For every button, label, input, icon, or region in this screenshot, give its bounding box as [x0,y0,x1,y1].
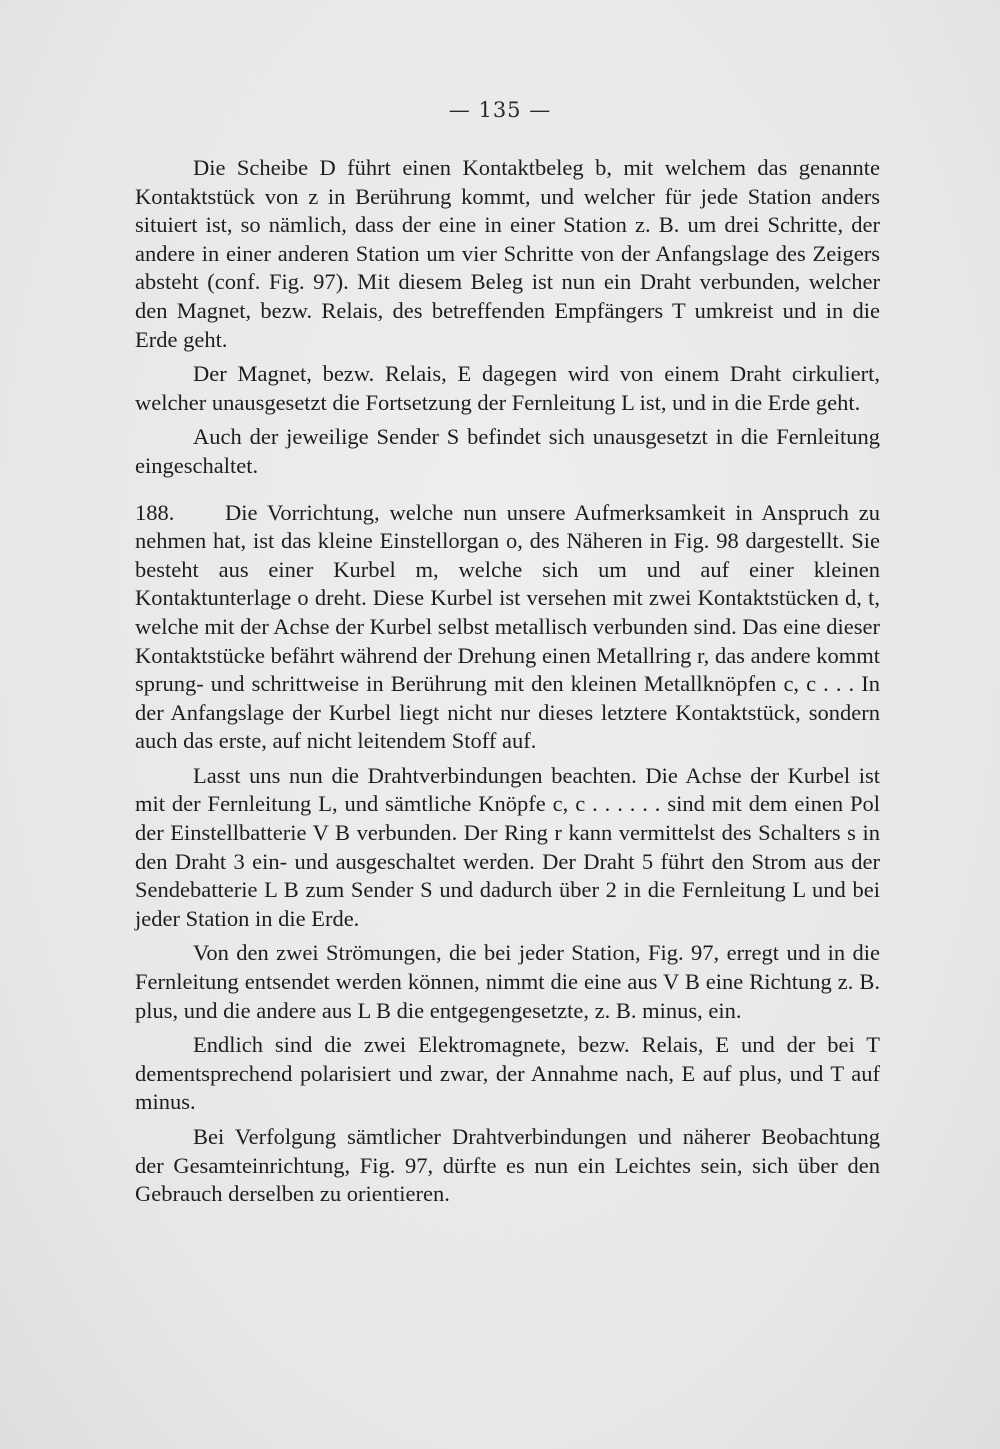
paragraph-8: Bei Verfolgung sämtlicher Drahtverbindungen und näherer Beobachtung der Gesamteinrichtung, Fig. 97, dürfte es nun ein Leichtes sein, sich über den Gebrauch derselben zu orientieren. [135,1124,880,1207]
paragraph-7: Endlich sind die zwei Elektromagnete, bezw. Relais, E und der bei T dementsprechend polarisiert und zwar, der Annahme nach, E auf plus, und T auf minus. [135,1032,880,1115]
page-number: — 135 — [448,98,552,122]
section-paragraph-188 [135,499,880,756]
section-number: 188. [135,499,175,525]
paragraph-1: Die Scheibe D führt einen Kontaktbeleg b, mit welchem das genannte Kontaktstück von z in Berührung kommt, und welcher für jede Station anders situiert ist, so nämlich, dass der eine in einer Station z. B. um drei Schritte, der andere in einer anderen Station um vier Schritte von der Anfangslage des Zeigers absteht (conf. Fig. 97). Mit diesem Beleg ist nun ein Draht verbunden, welcher den Magnet, bezw. Relais, des betreffenden Empfängers T umkreist und in die Erde geht. [135,155,880,352]
body-text [135,154,880,1215]
paragraph-5: Lasst uns nun die Drahtverbindungen beachten. Die Achse der Kurbel ist mit der Fernleitung L, und sämtliche Knöpfe c, c . . . . . . sind mit dem einen Pol der Einstellbatterie V B verbunden. Der Ring r kann vermittelst des Schalters s in den Draht 3 ein- und ausgeschaltet werden. Der Draht 5 führt den Strom aus der Sendebatterie L B zum Sender S und dadurch über 2 in die Fernleitung L und bei jeder Station in die Erde. [135,762,880,931]
paragraph-6: Von den zwei Strömungen, die bei jeder Station, Fig. 97, erregt und in die Fernleitung entsendet werden können, nimmt die eine aus V B eine Richtung z. B. plus, und die andere aus L B die entgegengesetzte, z. B. minus, ein. [135,940,880,1023]
paragraph-3: Auch der jeweilige Sender S befindet sich unausgesetzt in die Fernleitung eingeschaltet. [135,424,880,478]
paragraph-2: Der Magnet, bezw. Relais, E dagegen wird von einem Draht cirkuliert, welcher unausgesetzt die Fortsetzung der Fernleitung L ist, und in die Erde geht. [135,361,880,415]
paragraph-4: Die Vorrichtung, welche nun unsere Aufmerksamkeit in Anspruch zu nehmen hat, ist das kleine Einstellorgan o, des Näheren in Fig. 98 dargestellt. Sie besteht aus einer Kurbel m, welche sich um und auf einer kleinen Kontaktunterlage o dreht. Diese Kurbel ist versehen mit zwei Kontaktstücken d, t, welche mit der Achse der Kurbel selbst metallisch verbunden sind. Das eine dieser Kontaktstücke befährt während der Drehung einen Metallring r, das andere kommt sprung- und schrittweise in Berührung mit den kleinen Metallknöpfen c, c . . . In der Anfangslage der Kurbel liegt nicht nur dieses letztere Kontaktstück, sondern auch das erste, auf nicht leitendem Stoff auf. [135,499,880,754]
